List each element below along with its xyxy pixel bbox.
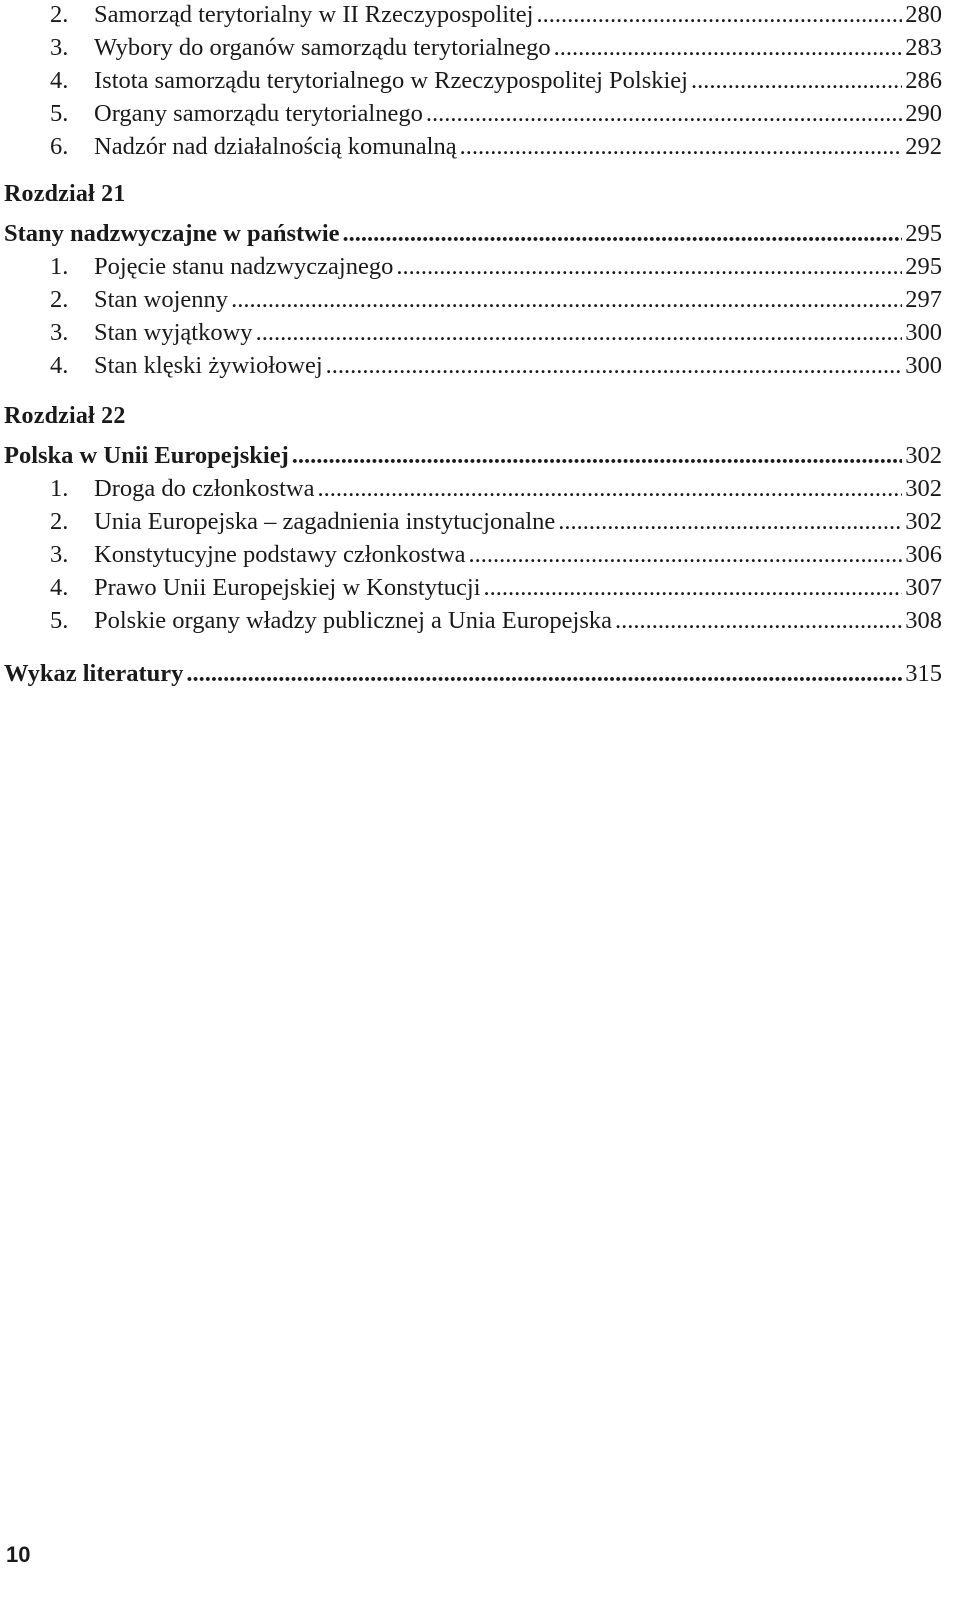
leader-dots xyxy=(326,349,903,382)
toc-entry-title: Samorząd terytorialny w II Rzeczypospolitej xyxy=(94,1,534,28)
leader-dots xyxy=(554,31,903,64)
chapter-title: Polska w Unii Europejskiej xyxy=(4,442,289,469)
toc-entry-title: Organy samorządu terytorialnego xyxy=(94,100,423,127)
toc-entry xyxy=(4,571,942,604)
toc-entry xyxy=(4,64,942,97)
toc-entry-title: Konstytucyjne podstawy członkostwa xyxy=(94,541,466,568)
toc-entry-page: 297 xyxy=(905,286,942,313)
chapter-page: 302 xyxy=(905,442,942,469)
chapter-label: Rozdział 21 xyxy=(4,181,126,207)
toc-entry-number: 4. xyxy=(50,67,69,94)
leader-dots xyxy=(256,316,903,349)
chapter-page: 295 xyxy=(905,220,942,247)
toc-entry xyxy=(4,31,942,64)
toc-entry-number: 1. xyxy=(50,253,69,280)
toc-entry-number: 2. xyxy=(50,508,69,535)
toc-entry-page: 295 xyxy=(905,253,942,280)
toc-entry xyxy=(4,316,942,349)
toc-entry-number: 3. xyxy=(50,319,69,346)
leader-dots xyxy=(469,538,903,571)
toc-entry-title: Unia Europejska – zagadnienia instytucjonalne xyxy=(94,508,556,535)
toc-entry xyxy=(4,349,942,382)
toc-entry-title: Stan klęski żywiołowej xyxy=(94,352,323,379)
toc-entry-page: 300 xyxy=(905,352,942,379)
toc-entry-number: 5. xyxy=(50,100,69,127)
chapter-title: Stany nadzwyczajne w państwie xyxy=(4,220,340,247)
leader-dots xyxy=(186,657,902,690)
toc-entry xyxy=(4,472,942,505)
toc-entry-title: Istota samorządu terytorialnego w Rzeczypospolitej Polskiej xyxy=(94,67,688,94)
toc-entry-number: 1. xyxy=(50,475,69,502)
toc-entry xyxy=(4,0,942,31)
leader-dots xyxy=(484,571,903,604)
toc-entry xyxy=(4,604,942,637)
toc-entry xyxy=(4,505,942,538)
toc-entry-page: 302 xyxy=(905,475,942,502)
toc-entry-page: 302 xyxy=(905,508,942,535)
bibliography-title: Wykaz literatury xyxy=(4,660,184,687)
leader-dots xyxy=(426,97,902,130)
toc-entry xyxy=(4,97,942,130)
toc-entry xyxy=(4,250,942,283)
toc-entry-title: Wybory do organów samorządu terytorialnego xyxy=(94,34,551,61)
toc-entry-page: 300 xyxy=(905,319,942,346)
leader-dots xyxy=(317,472,902,505)
toc-entry xyxy=(4,283,942,316)
toc-entry-page: 306 xyxy=(905,541,942,568)
toc-entry-number: 2. xyxy=(50,1,69,28)
toc-entry-number: 6. xyxy=(50,133,69,160)
toc-entry-page: 290 xyxy=(905,100,942,127)
page-number: 10 xyxy=(6,1542,31,1567)
leader-dots xyxy=(615,604,902,637)
toc-entry-page: 283 xyxy=(905,34,942,61)
toc-entry-title: Pojęcie stanu nadzwyczajnego xyxy=(94,253,394,280)
leader-dots xyxy=(558,505,902,538)
leader-dots xyxy=(231,283,902,316)
toc-entry-number: 4. xyxy=(50,352,69,379)
toc-entry-page: 308 xyxy=(905,607,942,634)
toc-entry-title: Prawo Unii Europejskiej w Konstytucji xyxy=(94,574,481,601)
chapter-title-entry xyxy=(4,439,942,472)
toc-entry-number: 3. xyxy=(50,541,69,568)
toc-entry-page: 286 xyxy=(905,67,942,94)
toc-entry-number: 4. xyxy=(50,574,69,601)
leader-dots xyxy=(396,250,902,283)
chapter-label: Rozdział 22 xyxy=(4,403,126,429)
leader-dots xyxy=(460,130,903,163)
toc-entry-number: 3. xyxy=(50,34,69,61)
leader-dots xyxy=(537,0,903,31)
toc-entry-title: Stan wyjątkowy xyxy=(94,319,253,346)
bibliography-entry xyxy=(4,657,942,690)
toc-entry-title: Stan wojenny xyxy=(94,286,229,313)
toc-entry-title: Polskie organy władzy publicznej a Unia Europejska xyxy=(94,607,612,634)
toc-entry xyxy=(4,130,942,163)
toc-entry-number: 2. xyxy=(50,286,69,313)
leader-dots xyxy=(292,439,903,472)
toc-entry-title: Droga do członkostwa xyxy=(94,475,315,502)
table-of-contents xyxy=(4,0,942,690)
leader-dots xyxy=(691,64,902,97)
toc-entry-page: 307 xyxy=(905,574,942,601)
leader-dots xyxy=(343,217,903,250)
toc-entry-page: 292 xyxy=(905,133,942,160)
toc-entry-number: 5. xyxy=(50,607,69,634)
bibliography-page: 315 xyxy=(905,660,942,687)
chapter-title-entry xyxy=(4,217,942,250)
toc-entry xyxy=(4,538,942,571)
toc-entry-page: 280 xyxy=(905,1,942,28)
toc-entry-title: Nadzór nad działalnością komunalną xyxy=(94,133,457,160)
